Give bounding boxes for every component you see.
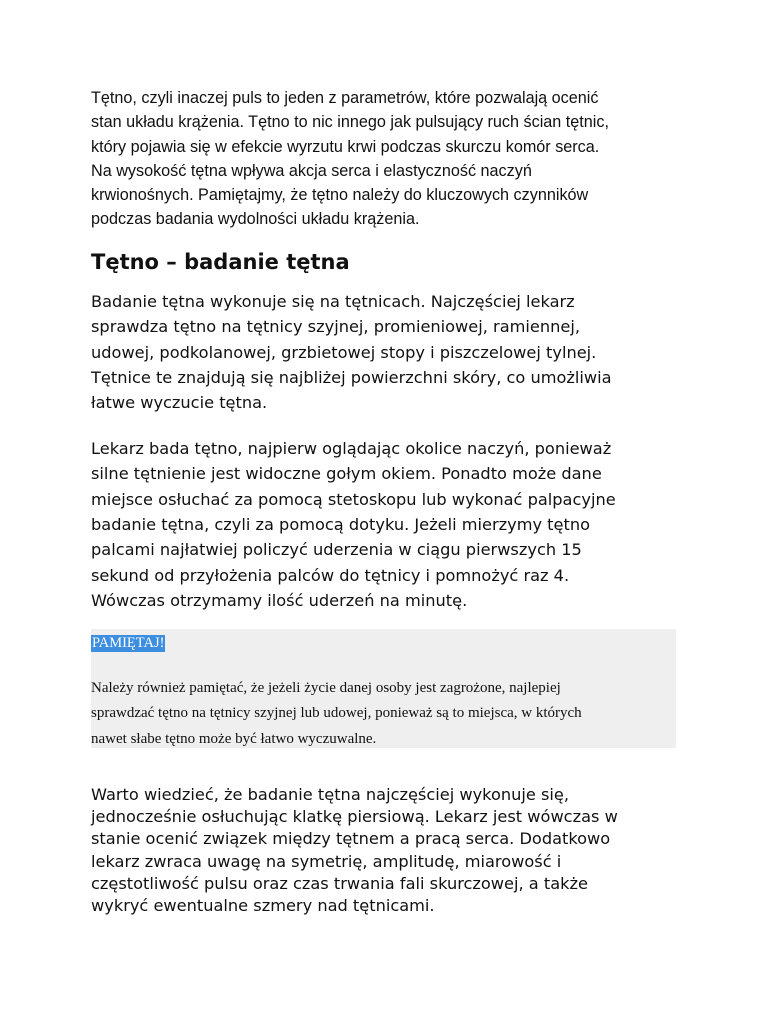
- remember-note-box: [91, 629, 676, 748]
- paragraph-line: stanie ocenić związek między tętnem a pracą serca. Dodatkowo: [91, 829, 611, 849]
- paragraph-line: Badanie tętna wykonuje się na tętnicach. Najczęściej lekarz: [91, 291, 575, 311]
- note-line: nawet słabe tętno może być łatwo wyczuwalne.: [91, 730, 377, 747]
- intro-paragraph: [91, 86, 681, 232]
- intro-line: stan układu krążenia. Tętno to nic innego jak pulsujący ruch ścian tętnic,: [91, 113, 609, 132]
- intro-line: Na wysokość tętna wpływa akcja serca i elastyczność naczyń: [91, 161, 532, 180]
- paragraph-line: miejsce osłuchać za pomocą stetoskopu lub wykonać palpacyjne: [91, 489, 616, 509]
- paragraph-line: badanie tętna, czyli za pomocą dotyku. Jeżeli mierzymy tętno: [91, 515, 590, 535]
- paragraph-line: wykryć ewentualne szmery nad tętnicami.: [91, 896, 435, 916]
- paragraph-line: jednocześnie osłuchując klatkę piersiową. Lekarz jest wówczas w: [91, 806, 618, 826]
- note-line: Należy również pamiętać, że jeżeli życie danej osoby jest zagrożone, najlepiej: [91, 679, 561, 696]
- paragraph-line: łatwe wyczucie tętna.: [91, 393, 268, 413]
- note-body: [91, 676, 582, 753]
- note-title: PAMIĘTAJ!: [92, 634, 165, 651]
- paragraph-line: silne tętnienie jest widoczne gołym okiem. Ponadto może dane: [91, 464, 602, 484]
- paragraph-line: udowej, podkolanowej, grzbietowej stopy i piszczelowej tylnej.: [91, 342, 597, 362]
- note-line: sprawdzać tętno na tętnicy szyjnej lub udowej, ponieważ są to miejsca, w których: [91, 705, 582, 722]
- paragraph-arteries: [91, 289, 681, 416]
- paragraph-line: Wówczas otrzymamy ilość uderzeń na minutę.: [91, 591, 468, 611]
- intro-line: krwionośnych. Pamiętajmy, że tętno należy do kluczowych czynników: [91, 186, 589, 205]
- section-heading: Tętno – badanie tętna: [91, 249, 350, 274]
- intro-line: podczas badania wydolności układu krążenia.: [91, 210, 420, 229]
- paragraph-line: częstotliwość pulsu oraz czas trwania fali skurczowej, a także: [91, 873, 588, 893]
- paragraph-line: sekund od przyłożenia palców do tętnicy i pomnożyć raz 4.: [91, 565, 570, 585]
- intro-line: Tętno, czyli inaczej puls to jeden z parametrów, które pozwalają ocenić: [91, 89, 599, 107]
- document-page: [91, 86, 681, 917]
- paragraph-examination: [91, 436, 681, 614]
- paragraph-line: palcami najłatwiej policzyć uderzenia w ciągu pierwszych 15: [91, 540, 582, 560]
- paragraph-line: sprawdza tętno na tętnicy szyjnej, promieniowej, ramiennej,: [91, 317, 580, 337]
- paragraph-auscultation: [91, 784, 681, 918]
- intro-line: który pojawia się w efekcie wyrzutu krwi podczas skurczu komór serca.: [91, 137, 600, 156]
- paragraph-line: Tętnice te znajdują się najbliżej powierzchni skóry, co umożliwia: [91, 368, 612, 387]
- paragraph-line: lekarz zwraca uwagę na symetrię, amplitudę, miarowość i: [91, 851, 562, 871]
- paragraph-line: Warto wiedzieć, że badanie tętna najczęściej wykonuje się,: [91, 784, 570, 804]
- paragraph-line: Lekarz bada tętno, najpierw oglądając okolice naczyń, ponieważ: [91, 438, 612, 458]
